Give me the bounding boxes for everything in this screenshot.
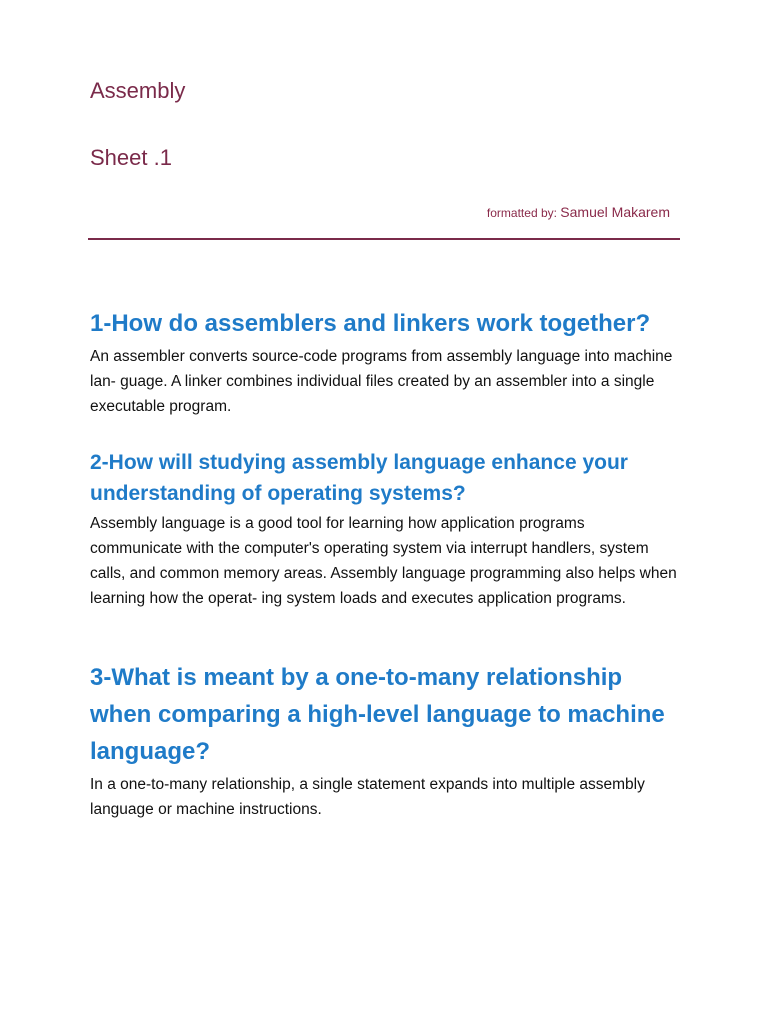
qa-block-2 <box>90 447 680 611</box>
credit-line <box>487 204 670 222</box>
credit-name: Samuel Makarem <box>560 204 670 220</box>
qa-block-3 <box>90 659 680 822</box>
question-2: 2-How will studying assembly language enhance your understanding of operating systems? <box>90 451 628 505</box>
answer-2: Assembly language is a good tool for learning how application programs communicate with the computer's operating system via interrupt handlers, system calls, and common memory areas. Assembly language programming also helps when learning how the operat- ing system loads and executes application programs. <box>90 515 677 607</box>
answer-1: An assembler converts source-code programs from assembly language into machine lan- guage. A linker combines individual files created by an assembler into a single executable program. <box>90 348 673 415</box>
title-divider <box>88 238 680 240</box>
question-3: 3-What is meant by a one-to-many relationship when comparing a high-level language to machine language? <box>90 664 665 765</box>
answer-3: In a one-to-many relationship, a single statement expands into multiple assembly language or machine instructions. <box>90 776 645 818</box>
credit-label: formatted by: <box>486 206 561 220</box>
document-title: Assembly <box>90 78 186 103</box>
qa-block-1 <box>90 305 680 419</box>
document-subtitle: Sheet .1 <box>90 145 172 170</box>
question-1: 1-How do assemblers and linkers work together? <box>90 310 651 337</box>
